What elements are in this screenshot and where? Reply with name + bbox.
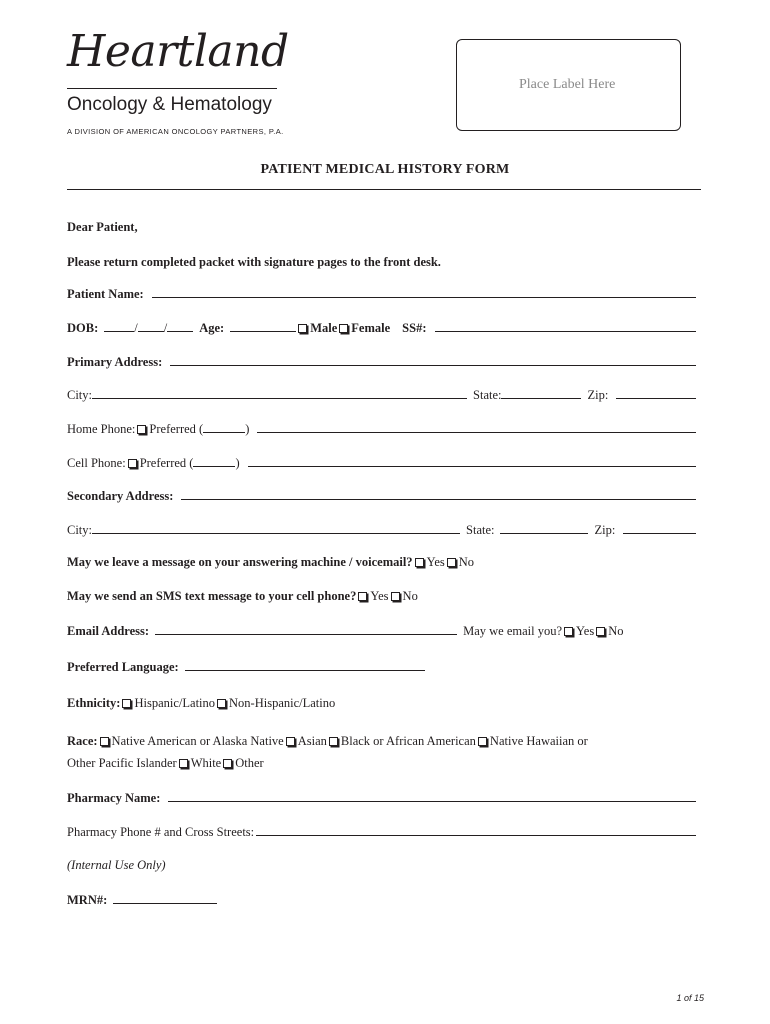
black-label: Black or African American [340,734,476,748]
native-american-checkbox[interactable] [100,737,109,746]
zip-field-2[interactable] [623,522,696,534]
email-field[interactable] [155,623,457,635]
primary-address-label: Primary Address: [67,355,163,369]
race-row-1 [67,734,698,749]
sms-yes-label: Yes [370,589,389,603]
patient-name-field[interactable] [152,286,696,298]
age-label: Age: [199,321,225,335]
secondary-address-label: Secondary Address: [67,489,174,503]
hispanic-checkbox[interactable] [122,699,131,708]
home-phone-field[interactable] [257,421,696,433]
voicemail-question: May we leave a message on your answering machine / voicemail? [67,555,413,569]
sms-no-label: No [402,589,418,603]
pharmacy-phone-field[interactable] [256,824,696,836]
sms-question: May we send an SMS text message to your cell phone? [67,589,357,603]
pharmacy-name-field[interactable] [168,790,696,802]
home-paren: ) [245,422,250,436]
dob-year-field[interactable] [167,320,193,332]
non-hispanic-label: Non-Hispanic/Latino [229,696,336,710]
city-field-2[interactable] [92,522,460,534]
email-yes-checkbox[interactable] [564,627,573,636]
white-checkbox[interactable] [179,759,188,768]
native-american-label: Native American or Alaska Native [111,734,284,748]
cell-preferred-rank[interactable] [193,455,235,467]
voicemail-row [67,555,698,570]
dob-label: DOB: [67,321,99,335]
home-preferred-rank[interactable] [203,421,245,433]
ss-label: SS#: [402,321,427,335]
ss-field[interactable] [435,320,697,332]
native-hawaiian-checkbox[interactable] [478,737,487,746]
language-field[interactable] [185,659,425,671]
email-question: May we email you? [463,624,563,638]
label-box [456,39,681,131]
ethnicity-row [67,696,698,711]
city-label: City: [67,388,93,402]
brand-division: A DIVISION OF AMERICAN ONCOLOGY PARTNERS, P.A. [67,127,284,136]
other-race-checkbox[interactable] [223,759,232,768]
form-title: PATIENT MEDICAL HISTORY FORM [260,162,510,177]
cell-preferred-label: Preferred ( [139,456,194,470]
male-label: Male [310,321,338,335]
female-label: Female [351,321,391,335]
pharmacy-phone-label: Pharmacy Phone # and Cross Streets: [67,825,255,839]
voicemail-no-checkbox[interactable] [447,558,456,567]
voicemail-no-label: No [458,555,475,569]
asian-checkbox[interactable] [286,737,295,746]
brand-logo: Heartland [67,26,289,77]
sms-yes-checkbox[interactable] [358,592,367,601]
home-phone-row [67,421,698,437]
pharmacy-phone-row [67,824,698,840]
cell-phone-label: Cell Phone: [67,456,126,470]
email-yes-label: Yes [576,624,595,638]
secondary-address-field[interactable] [181,488,696,500]
primary-address-field[interactable] [170,354,696,366]
city-row-2 [67,522,698,538]
sms-no-checkbox[interactable] [391,592,400,601]
zip-label-2: Zip: [594,523,616,537]
state-label: State: [473,388,502,402]
instruction-text: Please return completed packet with signature pages to the front desk. [67,255,441,269]
non-hispanic-checkbox[interactable] [217,699,226,708]
primary-address-row [67,354,698,370]
city-label-2: City: [67,523,93,537]
brand-divider [67,88,277,89]
language-label: Preferred Language: [67,660,179,674]
email-row [67,623,698,639]
patient-name-label: Patient Name: [67,287,144,301]
zip-label: Zip: [587,388,609,402]
dob-sep-2: / [163,321,168,335]
pharmacy-name-label: Pharmacy Name: [67,791,161,805]
other-race-label: Other [235,756,264,770]
email-no-checkbox[interactable] [596,627,605,636]
label-placeholder: Place Label Here [519,77,616,92]
page-number: 1 of 15 [676,993,704,1003]
home-phone-label: Home Phone: [67,422,136,436]
mrn-row [67,892,698,908]
ethnicity-label: Ethnicity: [67,696,121,710]
hispanic-label: Hispanic/Latino [134,696,216,710]
language-row [67,659,698,675]
zip-field[interactable] [616,387,696,399]
native-hawaiian-label: Native Hawaiian or [489,734,588,748]
patient-name-row [67,286,698,302]
male-checkbox[interactable] [298,324,307,333]
race-row-2 [67,756,698,771]
internal-use-row [67,858,698,873]
home-preferred-checkbox[interactable] [137,425,146,434]
dob-day-field[interactable] [138,320,164,332]
cell-paren: ) [235,456,240,470]
internal-use-label: (Internal Use Only) [67,858,166,872]
dob-month-field[interactable] [104,320,134,332]
city-row-1 [67,387,698,403]
title-divider [67,189,701,190]
asian-label: Asian [297,734,327,748]
home-preferred-label: Preferred ( [149,422,204,436]
pacific-islander-label: Other Pacific Islander [67,756,177,770]
email-no-label: No [608,624,624,638]
state-field-2[interactable] [500,522,588,534]
state-label-2: State: [466,523,495,537]
mrn-label: MRN#: [67,893,108,907]
cell-preferred-checkbox[interactable] [128,459,137,468]
greeting-text: Dear Patient, [67,220,138,234]
voicemail-yes-label: Yes [426,555,445,569]
dob-sep-1: / [134,321,138,335]
black-checkbox[interactable] [329,737,338,746]
white-label: White [190,756,222,770]
email-label: Email Address: [67,624,150,638]
race-label: Race: [67,734,98,748]
mrn-field[interactable] [113,892,217,904]
dob-row [67,320,698,336]
pharmacy-name-row [67,790,698,806]
voicemail-yes-checkbox[interactable] [415,558,424,567]
city-field[interactable] [92,387,467,399]
state-field[interactable] [501,387,581,399]
instruction [67,255,698,270]
sms-row [67,589,698,604]
female-checkbox[interactable] [339,324,348,333]
age-field[interactable] [230,320,296,332]
cell-phone-field[interactable] [248,455,696,467]
greeting [67,220,698,235]
cell-phone-row [67,455,698,471]
secondary-address-row [67,488,698,504]
brand-subtitle: Oncology & Hematology [67,94,272,115]
